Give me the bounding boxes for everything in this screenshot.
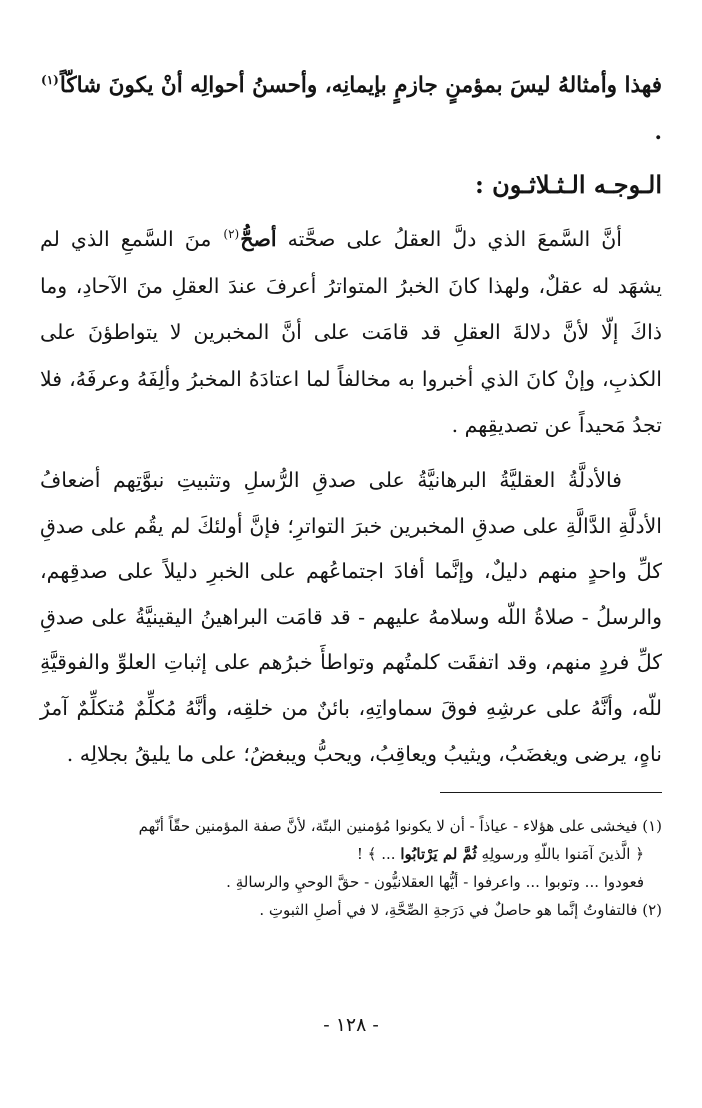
footnote-1-line-1: (١) فيخشى على هؤلاء - عياذاً - أن لا يكونوا مُؤمنين البتّة، لأنَّ صفة المؤمنين حقّاً أنّهم [138,817,662,835]
footnote-1-quote-a: ﴿ الَّذينَ آمَنوا باللّهِ ورسولِهِ [476,845,644,863]
footnote-ref-2: (٢) [223,227,240,242]
opening-text: فهذا وأمثالهُ ليسَ بمؤمنٍ جازمٍ بإيمانِه، وأحسنُ أحوالِه أنْ يكونَ شاكّاً [59,73,662,98]
footnote-1-line-3: فعودوا ... وتوبوا ... واعرفوا - أيُّها العقلانيُّون - حقَّ الوحيِ والرسالةِ . [226,873,644,891]
footnotes [40,812,662,924]
opening-paragraph [40,62,662,156]
paragraph-1-emphasis: أصحُّ [240,227,277,251]
footnote-ref-1: (١) [41,72,59,87]
paragraph-2 [40,458,662,777]
opening-end: . [654,120,662,145]
paragraph-1 [40,216,662,449]
footnote-divider [440,792,662,793]
section-heading: الـوجـه الـثـلاثـون : [474,170,662,199]
paragraph-2-text: فالأدلَّةُ العقليَّةُ البرهانيَّةُ على صدقِ الرُّسلِ وتثبيتِ نبوَّتِهم أضعافُ الأدلَّةِ الدَّالَّةِ على صدقِ المخبرين خبرَ التواترِ؛ فإنَّ أولئكَ لم يقُم على صدقِ كلِّ واحدٍ منهم دليلٌ، وإنَّما أفادَ اجتماعُهم على الخبرِ دليلاً على صدقِهم، والرسلُ - صلاةُ اللّه وسلامهُ عليهم - قد قامَت البراهينُ اليقينيَّةُ على صدقِ كلِّ فردٍ منهم، وقد اتفقَت كلمتُهم وتواطأَ خبرُهم على إثباتِ العلوِّ والفوقيَّةِ للّه، وأنَّهُ على عرشِهِ فوقَ سماواتِهِ، بائنٌ من خلقِه، وأنَّهُ مُكلِّمٌ مُتكلِّمٌ آمرٌ ناهٍ، يرضى ويغضَبُ، ويثيبُ ويعاقِبُ، ويحبُّ ويبغضُ؛ على ما يليقُ بجلالِه . [40,468,662,766]
footnote-2: (٢) فالتفاوتُ إنَّما هو حاصلٌ في دَرَجةِ الصِّحَّةِ، لا في أصلِ الثبوتِ . [259,901,662,919]
page-number: - ١٢٨ - [323,1014,379,1036]
footnote-1-line-2 [40,840,662,868]
footnote-1-quote-c: ... ﴾ ! [356,845,401,863]
paragraph-1-part1: أنَّ السَّمعَ الذي دلَّ العقلُ على صحَّته [276,227,623,251]
paragraph-1-part2: منَ السَّمعِ الذي لم يشهَد له عقلٌ، ولهذا كانَ الخبرُ المتواترُ أعرفَ عندَ العقلِ منَ الآحادِ، وما ذاكَ إلّا لأنَّ دلالةَ العقلِ قد قامَت على أنَّ المخبرين لا يتواطؤنَ على الكذبِ، وإنْ كانَ الذي أخبروا به مخالفاً لما اعتادَهُ المخبرُ وألِفَهُ وعرفَهُ، فلا تجدُ مَحيداً عن تصديقِهم . [40,227,662,437]
footnote-1-quote-emphasis: ثُمَّ لم يَرْتابُوا [400,845,477,863]
